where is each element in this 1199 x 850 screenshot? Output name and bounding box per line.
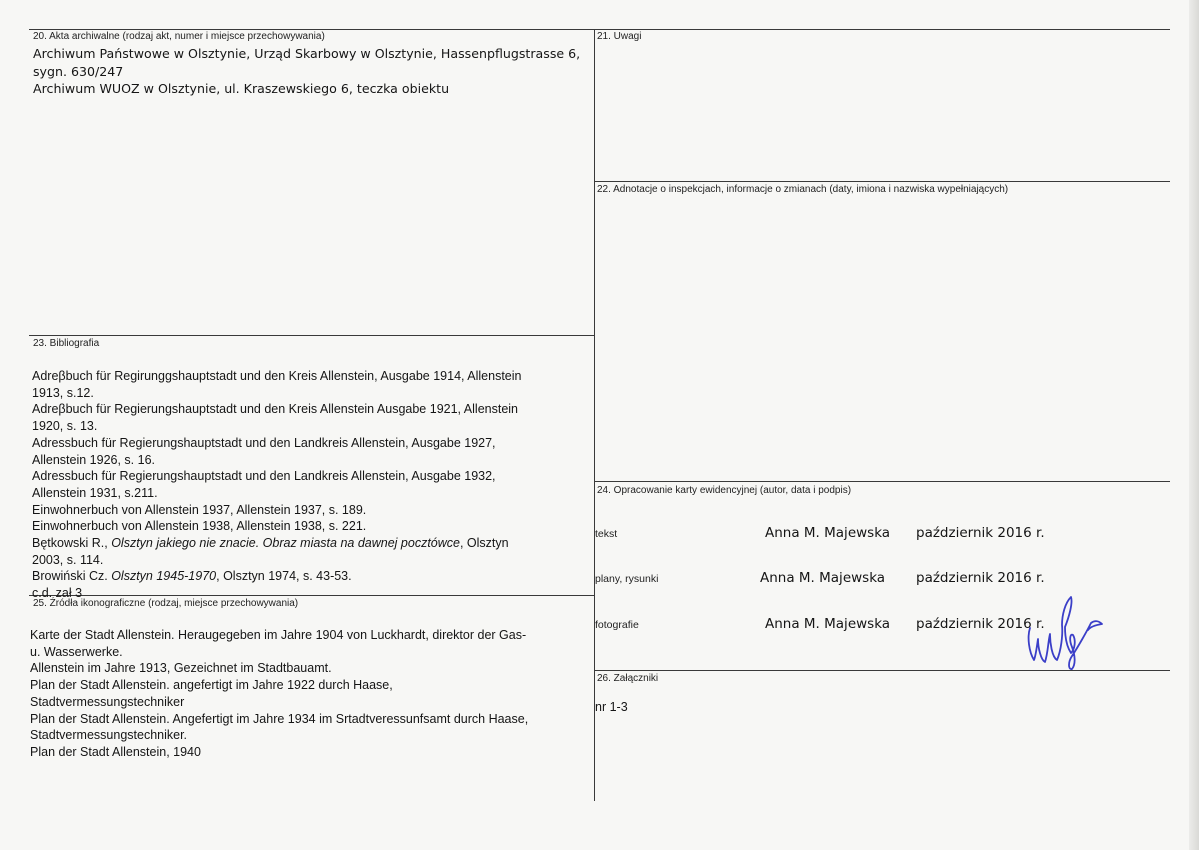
iconographic-source-line: Stadtvermessungstechniker.	[30, 728, 188, 743]
bibliography-entry-line: Allenstein 1931, s.211.	[32, 485, 158, 500]
bibliography-entry-line: 1920, s. 13.	[32, 419, 98, 434]
iconographic-source-line: Stadtvermessungstechniker	[30, 694, 185, 709]
bibliography-entry-line	[32, 535, 594, 552]
iconographic-source-line: u. Wasserwerke.	[30, 644, 123, 659]
bibliography-entry	[32, 518, 594, 535]
bibliography-title: Olsztyn jakiego nie znacie. Obraz miasta na dawnej pocztówce	[111, 536, 460, 551]
bibliography-author: Browiński Cz.	[32, 569, 112, 584]
entry-type-label: plany, rysunki	[595, 573, 659, 585]
completion-date: październik 2016 r.	[916, 570, 1045, 586]
bibliography-entry-line: Adreβbuch für Regierungshauptstadt und den Kreis Allenstein Ausgabe 1921, Allenstein	[32, 402, 518, 417]
bibliography-publication: , Olsztyn 1974, s. 43-53.	[216, 569, 352, 584]
field-21-label: 21. Uwagi	[597, 31, 642, 42]
bibliography-entry	[32, 468, 594, 501]
field-26-label: 26. Załączniki	[597, 673, 659, 684]
author-name: Anna M. Majewska	[765, 616, 891, 632]
iconographic-source-line: Allenstein im Jahre 1913, Gezeichnet im Stadtbauamt.	[30, 661, 332, 676]
field-24-label: 24. Opracowanie karty ewidencyjnej (autor, data i podpis)	[597, 485, 852, 496]
bibliography-publication: , Olsztyn	[459, 536, 509, 551]
bibliography-entry-line	[32, 568, 594, 585]
field-23-bibliography	[32, 368, 594, 602]
top-border-line	[29, 29, 1170, 30]
entry-type-label: tekst	[595, 528, 618, 540]
bibliography-entry	[32, 502, 594, 519]
author-name: Anna M. Majewska	[760, 570, 886, 586]
field-20-label: 20. Akta archiwalne (rodzaj akt, numer i miejsce przechowywania)	[33, 31, 325, 42]
bibliography-entry	[32, 435, 594, 468]
author-name: Anna M. Majewska	[765, 525, 891, 541]
field-22-label: 22. Adnotacje o inspekcjach, informacje o zmianach (daty, imiona i nazwiska wypełniających)	[597, 184, 1009, 195]
bibliography-continuation: c.d. zał 3	[32, 586, 83, 601]
bibliography-entry	[32, 535, 594, 568]
archive-line-1: Archiwum Państwowe w Olsztynie, Urząd Skarbowy w Olsztynie, Hassenpflugstrasse 6,	[33, 46, 581, 61]
field-20-archival-records	[33, 45, 595, 98]
field-22-top-line	[595, 181, 1170, 182]
bibliography-entry-line: Allenstein 1926, s. 16.	[32, 452, 155, 467]
attachments-value: nr 1-3	[595, 700, 628, 714]
bibliography-entry-line: 2003, s. 114.	[32, 552, 104, 567]
bibliography-entry-line: Adressbuch für Regierungshauptstadt und den Landkreis Allenstein, Ausgabe 1932,	[32, 469, 496, 484]
bibliography-entry-line: Einwohnerbuch von Allenstein 1937, Allenstein 1937, s. 189.	[32, 502, 367, 517]
bibliography-entry-line: 1913, s.12.	[32, 385, 94, 400]
archive-line-2: sygn. 630/247	[33, 63, 124, 79]
bibliography-title: Olsztyn 1945-1970	[111, 569, 217, 584]
field-25-iconographic-sources	[30, 627, 595, 761]
bibliography-entry	[32, 568, 594, 585]
bibliography-entry	[32, 368, 594, 401]
field-24-top-line	[595, 481, 1170, 482]
iconographic-source-line: Plan der Stadt Allenstein. Angefertigt im Jahre 1934 im Srtadtveressunfsamt durch Haase,	[30, 711, 529, 726]
handwritten-signature	[1000, 585, 1110, 675]
bibliography-entry-line: Einwohnerbuch von Allenstein 1938, Allenstein 1938, s. 221.	[32, 519, 367, 534]
bibliography-author: Bętkowski R.,	[32, 536, 112, 551]
archive-line-3: Archiwum WUOZ w Olsztynie, ul. Kraszewskiego 6, teczka obiektu	[33, 81, 450, 96]
bibliography-entry-line: Adressbuch für Regierungshauptstadt und den Landkreis Allenstein, Ausgabe 1927,	[32, 435, 496, 450]
scan-edge-shadow	[1189, 0, 1199, 850]
field-23-label: 23. Bibliografia	[33, 338, 100, 349]
iconographic-source-line: Plan der Stadt Allenstein. angefertigt im Jahre 1922 durch Haase,	[30, 678, 393, 693]
completion-date: październik 2016 r.	[916, 525, 1045, 541]
iconographic-source-line: Plan der Stadt Allenstein, 1940	[30, 744, 201, 759]
bibliography-entry-line: Adreβbuch für Regirunggshauptstadt und den Kreis Allenstein, Ausgabe 1914, Allenstein	[32, 369, 522, 383]
bibliography-entry	[32, 401, 594, 434]
field-23-top-line	[29, 335, 594, 336]
field-25-label: 25. Źródła ikonograficzne (rodzaj, miejsce przechowywania)	[33, 598, 299, 609]
entry-type-label: fotografie	[595, 619, 639, 631]
iconographic-source-line: Karte der Stadt Allenstein. Heraugegeben im Jahre 1904 von Luckhardt, direktor der Gas-	[30, 628, 527, 642]
completion-date: październik 2016 r.	[916, 616, 1045, 632]
